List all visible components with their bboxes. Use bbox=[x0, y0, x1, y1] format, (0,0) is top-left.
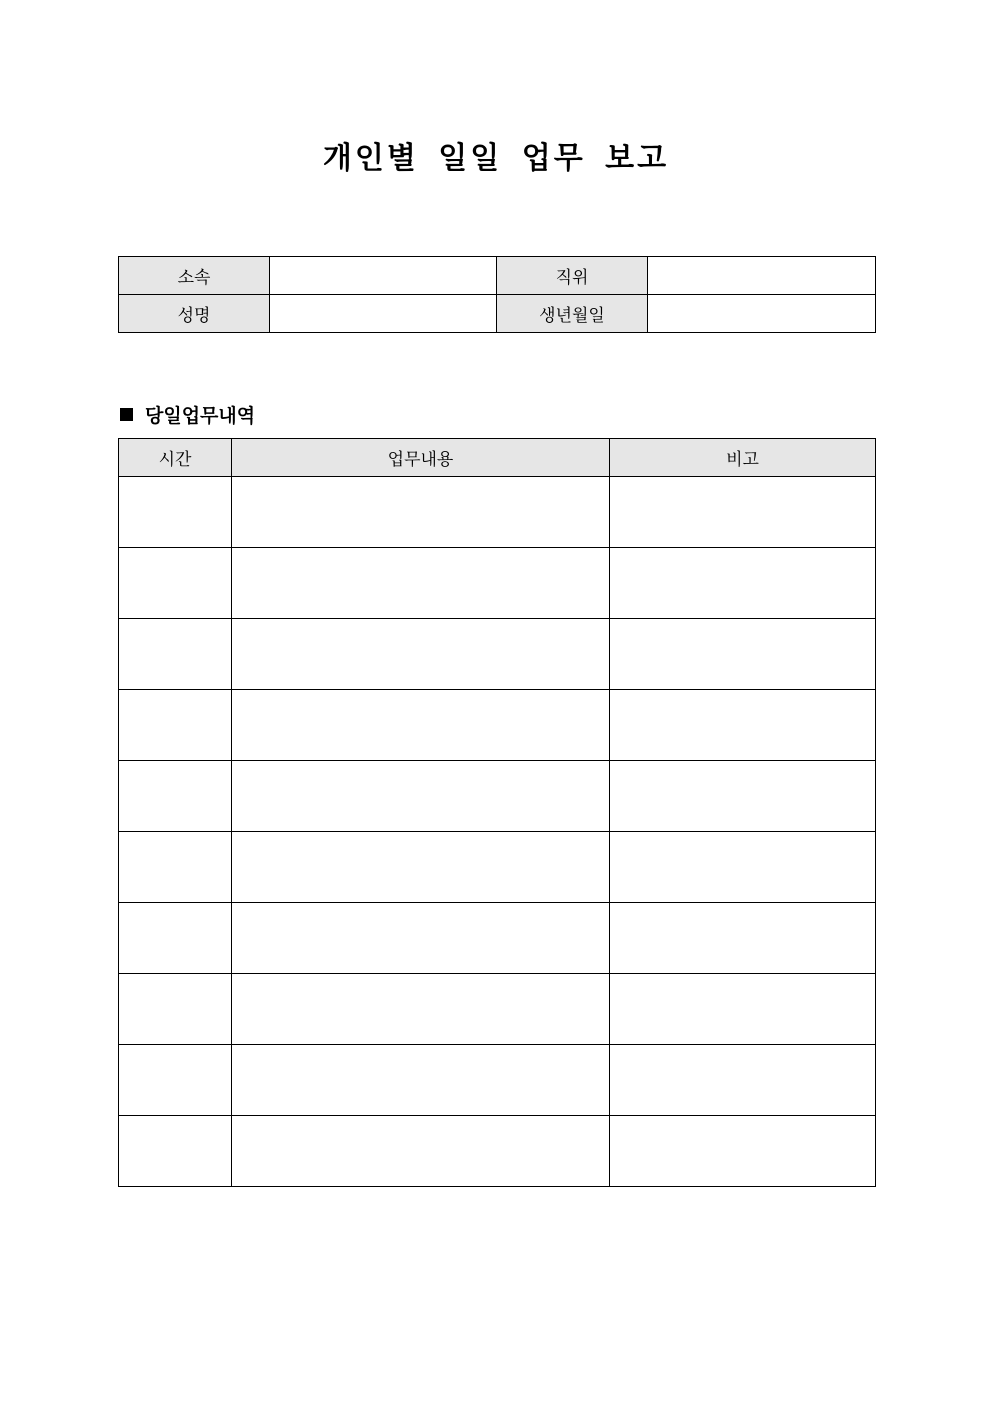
note-cell[interactable] bbox=[610, 477, 876, 548]
time-cell[interactable] bbox=[119, 832, 232, 903]
content-cell[interactable] bbox=[232, 974, 610, 1045]
name-field[interactable] bbox=[270, 295, 497, 333]
note-cell[interactable] bbox=[610, 903, 876, 974]
time-cell[interactable] bbox=[119, 548, 232, 619]
content-cell[interactable] bbox=[232, 690, 610, 761]
section-heading bbox=[118, 401, 255, 428]
birthdate-label: 생년월일 bbox=[497, 295, 648, 333]
time-cell[interactable] bbox=[119, 1045, 232, 1116]
section-heading-label: 당일업무내역 bbox=[145, 405, 256, 427]
time-cell[interactable] bbox=[119, 974, 232, 1045]
time-column-header: 시간 bbox=[119, 439, 232, 477]
table-row bbox=[119, 903, 876, 974]
note-cell[interactable] bbox=[610, 974, 876, 1045]
content-cell[interactable] bbox=[232, 619, 610, 690]
table-row bbox=[119, 761, 876, 832]
time-cell[interactable] bbox=[119, 761, 232, 832]
info-row bbox=[119, 295, 876, 333]
time-cell[interactable] bbox=[119, 477, 232, 548]
work-log-table bbox=[118, 438, 876, 1187]
content-cell[interactable] bbox=[232, 548, 610, 619]
table-row bbox=[119, 1045, 876, 1116]
content-cell[interactable] bbox=[232, 761, 610, 832]
note-cell[interactable] bbox=[610, 1045, 876, 1116]
table-row bbox=[119, 974, 876, 1045]
birthdate-field[interactable] bbox=[648, 295, 876, 333]
content-cell[interactable] bbox=[232, 903, 610, 974]
page-title: 개인별 일일 업무 보고 bbox=[322, 141, 670, 176]
affiliation-label: 소속 bbox=[119, 257, 270, 295]
content-cell[interactable] bbox=[232, 477, 610, 548]
time-cell[interactable] bbox=[119, 619, 232, 690]
table-row bbox=[119, 477, 876, 548]
content-cell[interactable] bbox=[232, 1045, 610, 1116]
time-cell[interactable] bbox=[119, 690, 232, 761]
note-cell[interactable] bbox=[610, 619, 876, 690]
note-cell[interactable] bbox=[610, 832, 876, 903]
table-row bbox=[119, 619, 876, 690]
content-cell[interactable] bbox=[232, 1116, 610, 1187]
note-cell[interactable] bbox=[610, 690, 876, 761]
table-row bbox=[119, 832, 876, 903]
affiliation-field[interactable] bbox=[270, 257, 497, 295]
content-cell[interactable] bbox=[232, 832, 610, 903]
note-cell[interactable] bbox=[610, 548, 876, 619]
table-row bbox=[119, 548, 876, 619]
content-column-header: 업무내용 bbox=[232, 439, 610, 477]
position-label: 직위 bbox=[497, 257, 648, 295]
personal-info-table bbox=[118, 256, 876, 333]
time-cell[interactable] bbox=[119, 903, 232, 974]
table-row bbox=[119, 1116, 876, 1187]
position-field[interactable] bbox=[648, 257, 876, 295]
time-cell[interactable] bbox=[119, 1116, 232, 1187]
name-label: 성명 bbox=[119, 295, 270, 333]
note-cell[interactable] bbox=[610, 761, 876, 832]
table-row bbox=[119, 690, 876, 761]
work-table-header-row bbox=[119, 439, 876, 477]
note-column-header: 비고 bbox=[610, 439, 876, 477]
note-cell[interactable] bbox=[610, 1116, 876, 1187]
square-bullet-icon bbox=[120, 408, 133, 421]
info-row bbox=[119, 257, 876, 295]
